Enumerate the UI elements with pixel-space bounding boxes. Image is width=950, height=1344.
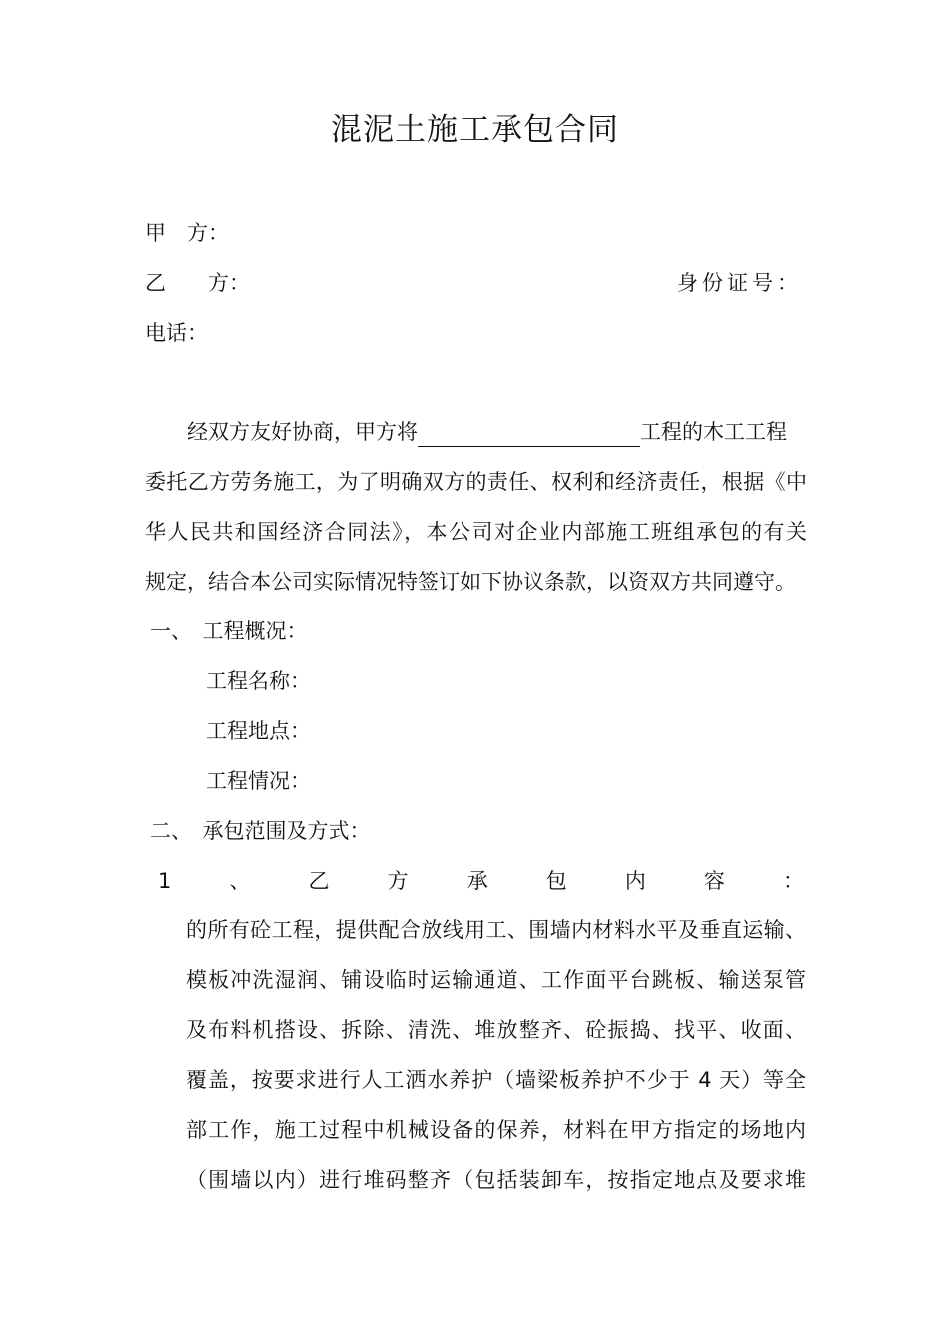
project-name-blank <box>418 422 640 447</box>
project-status-label: 工程情况： <box>206 769 311 793</box>
item-1-char: 1 <box>158 869 172 893</box>
item-1-line-3: 及布料机搭设、拆除、清洗、堆放整齐、砼振捣、找平、收面、 <box>186 1018 806 1042</box>
section-1-heading: 一、 工程概况： <box>150 619 308 643</box>
intro-line-2: 委托乙方劳务施工，为了明确双方的责任、权利和经济责任，根据《中 <box>145 470 807 494</box>
item-1-char: 容 <box>703 869 725 893</box>
item-1-char: 承 <box>466 869 488 893</box>
item-1-line-6: （围墙以内）进行堆码整齐（包括装卸车，按指定地点及要求堆 <box>186 1168 806 1192</box>
item-1-line-4: 覆盖，按要求进行人工洒水养护（墙梁板养护不少于 4 天）等全 <box>186 1068 806 1092</box>
party-b-label: 乙 方： <box>145 271 250 295</box>
project-location-label: 工程地点： <box>206 719 311 743</box>
item-1-line-2: 模板冲洗湿润、铺设临时运输通道、工作面平台跳板、输送泵管 <box>186 968 806 992</box>
section-2-heading: 二、 承包范围及方式： <box>150 819 371 843</box>
item-1-char: 乙 <box>308 869 330 893</box>
item-1-char: 内 <box>624 869 646 893</box>
intro-text-after-blank: 工程的木工工程 <box>640 420 787 444</box>
intro-text-before-blank: 经双方友好协商，甲方将 <box>187 420 418 444</box>
phone-label: 电话： <box>145 321 208 345</box>
intro-line-4: 规定，结合本公司实际情况特签订如下协议条款，以资双方共同遵守。 <box>145 570 796 594</box>
intro-line-3: 华人民共和国经济合同法》，本公司对企业内部施工班组承包的有关 <box>145 520 807 544</box>
item-1-line-5: 部工作，施工过程中机械设备的保养，材料在甲方指定的场地内 <box>186 1118 806 1142</box>
item-1-heading <box>158 866 804 896</box>
item-1-char: 、 <box>229 869 251 893</box>
item-1-char: 包 <box>545 869 567 893</box>
party-a-label: 甲 方： <box>145 221 229 245</box>
intro-line-1 <box>187 417 787 447</box>
item-1-char: ： <box>783 869 804 893</box>
id-number-label: 身份证号： <box>677 271 802 295</box>
project-name-label: 工程名称： <box>206 669 311 693</box>
item-1-char: 方 <box>387 869 409 893</box>
item-1-line-1: 的所有砼工程，提供配合放线用工、围墙内材料水平及垂直运输、 <box>186 918 806 942</box>
page-title: 混泥土施工承包合同 <box>331 112 619 148</box>
